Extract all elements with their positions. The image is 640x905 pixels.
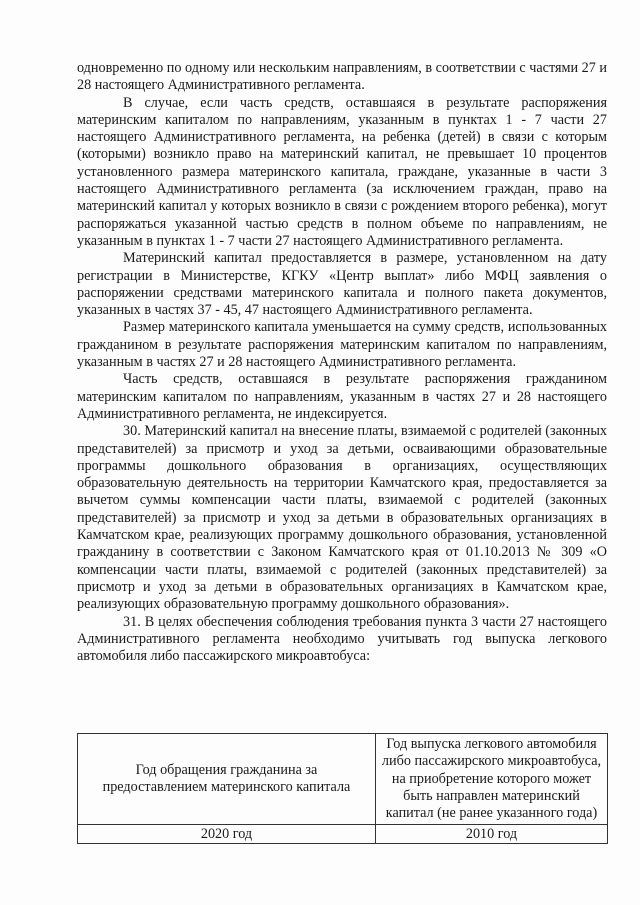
paragraph-no-indexation: Часть средств, оставшаяся в результате распоряжения гражданином материнским капиталом по направлениям, указанным в частях 27 и 28 настоящего Административного регламента, не индексируется. (77, 371, 607, 422)
document-body (77, 60, 607, 665)
paragraph-item-31: 31. В целях обеспечения соблюдения требования пункта 3 части 27 настоящего Административного регламента необходимо учитывать год выпуска легкового автомобиля либо пассажирского микроавтобуса: (77, 613, 607, 665)
paragraph-continuation: одновременно по одному или нескольким направлениям, в соответствии с частями 27 и 28 настоящего Административного регламента. (77, 60, 607, 94)
table-header-row (78, 734, 608, 825)
table-cell: 2010 год (376, 825, 608, 844)
paragraph-capital-amount: Материнский капитал предоставляется в размере, установленном на дату регистрации в Министерстве, КГКУ «Центр выплат» либо МФЦ заявления о распоряжении средствами материнского капитала и полного пакета документов, указанных в частях 37 - 45, 47 настоящего Административного регламента. (77, 250, 607, 319)
vehicle-year-table (77, 733, 608, 844)
table-header-cell: Год выпуска легкового автомобиля либо пассажирского микроавтобуса, на приобретение которого может быть направлен материнский капитал (не ранее указанного года) (376, 734, 608, 825)
table-header-cell: Год обращения гражданина за предоставлением материнского капитала (78, 734, 376, 825)
table-cell: 2020 год (78, 825, 376, 844)
paragraph-remaining-funds: В случае, если часть средств, оставшаяся в результате распоряжения материнским капиталом по направлениям, указанным в пунктах 1 - 7 части 27 настоящего Административного регламента, на ребенка (детей) в связи с которым (которыми) возникло право на материнский капитал, не превышает 10 процентов установленного размера материнского капитала, граждане, указанные в части 3 настоящего Административного регламента (за исключением граждан, право на материнский капитал у которых возникло в связи с рождением второго ребенка), могут распоряжаться указанной частью средств в полном объеме по направлениям, не указанным в пунктах 1 - 7 части 27 настоящего Административного регламента. (77, 94, 607, 249)
paragraph-capital-reduction: Размер материнского капитала уменьшается на сумму средств, использованных гражданином в результате распоряжения материнским капиталом по направлениям, указанным в частях 27 и 28 настоящего Административного регламента. (77, 319, 607, 371)
table-row (78, 825, 608, 844)
paragraph-item-30: 30. Материнский капитал на внесение платы, взимаемой с родителей (законных представителей) за присмотр и уход за детьми, осваивающими образовательные программы дошкольного образования в организациях, осуществляющих образовательную деятельность на территории Камчатского края, предоставляется за вычетом суммы компенсации части платы, взимаемой с родителей (законных представителей) за присмотр и уход за детьми в образовательных организациях в Камчатском крае, реализующих программу дошкольного образования, установленной гражданину в соответствии с Законом Камчатского края от 01.10.2013 № 309 «О компенсации части платы, взимаемой с родителей (законных представителей) за присмотр и уход за детьми в образовательных организациях в Камчатском крае, реализующих образовательную программу дошкольного образования». (77, 423, 607, 613)
